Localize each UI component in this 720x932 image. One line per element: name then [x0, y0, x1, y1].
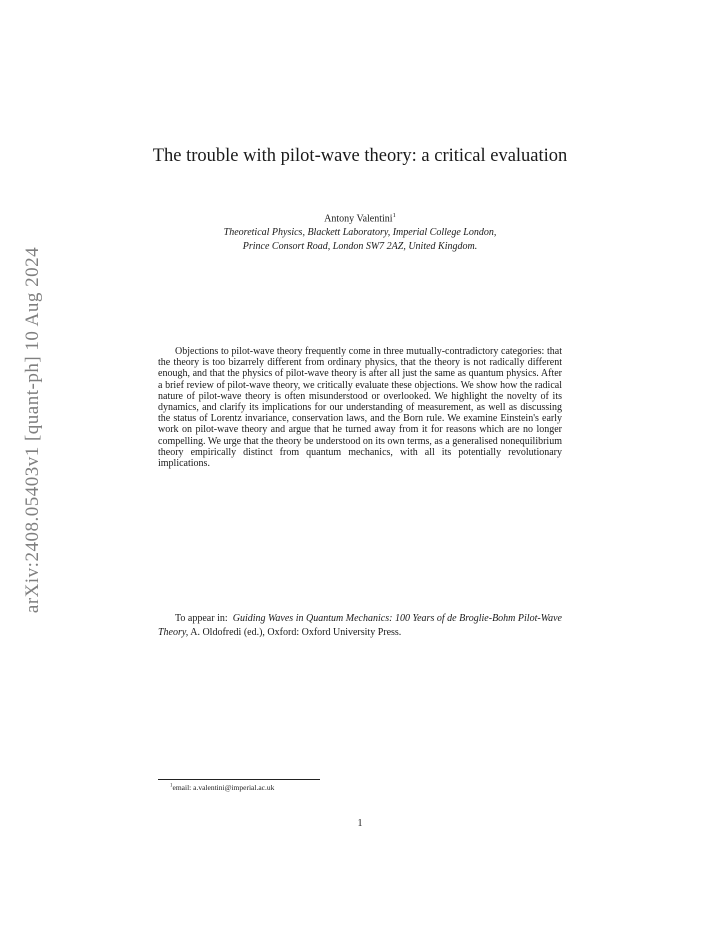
paper-title: The trouble with pilot-wave theory: a critical evaluation — [152, 146, 568, 166]
author-footnote-mark: 1 — [392, 212, 396, 219]
affiliation — [150, 226, 570, 254]
footnote — [170, 783, 274, 792]
abstract: Objections to pilot-wave theory frequently come in three mutually-contradictory categories: that the theory is too bizarrely different from ordinary physics, that the theory is not radically different enough, and that the physics of pilot-wave theory is after all just the same as quantum physics. After a brief review of pilot-wave theory, we critically evaluate these objections. We show how the radical nature of pilot-wave theory is often misunderstood or overlooked. We highlight the novelty of its dynamics, and clarify its implications for our understanding of measurement, as well as discussing the status of Lorentz invariance, conservation laws, and the Born rule. We examine Einstein's early work on pilot-wave theory and argue that he turned away from it for reasons which are no longer compelling. We urge that the theory be understood on its own terms, as a generalised nonequilibrium theory empirically distinct from quantum mechanics, with all its potentially revolutionary implications. — [158, 346, 562, 470]
footnote-rule — [158, 779, 320, 780]
appear-prefix: To appear in: — [175, 613, 228, 624]
author-line — [150, 212, 570, 224]
arxiv-identifier: arXiv:2408.05403v1 [quant-ph] 10 Aug 2024 — [22, 246, 43, 614]
page-number: 1 — [357, 818, 363, 829]
footnote-email: email: a.valentini@imperial.ac.uk — [172, 783, 275, 792]
author-name: Antony Valentini — [324, 213, 393, 225]
footnote-mark: 1 — [170, 783, 173, 789]
affiliation-line-1: Theoretical Physics, Blackett Laboratory, Imperial College London, — [223, 227, 497, 238]
affiliation-line-2: Prince Consort Road, London SW7 2AZ, United Kingdom. — [242, 241, 478, 252]
appear-in-note — [158, 612, 562, 639]
appear-editor: A. Oldofredi (ed.), Oxford: Oxford University Press. — [190, 626, 402, 638]
appear-book-title: Guiding Waves in Quantum Mechanics: 100 Years of de Broglie-Bohm Pilot-Wave Theory, — [158, 613, 562, 638]
